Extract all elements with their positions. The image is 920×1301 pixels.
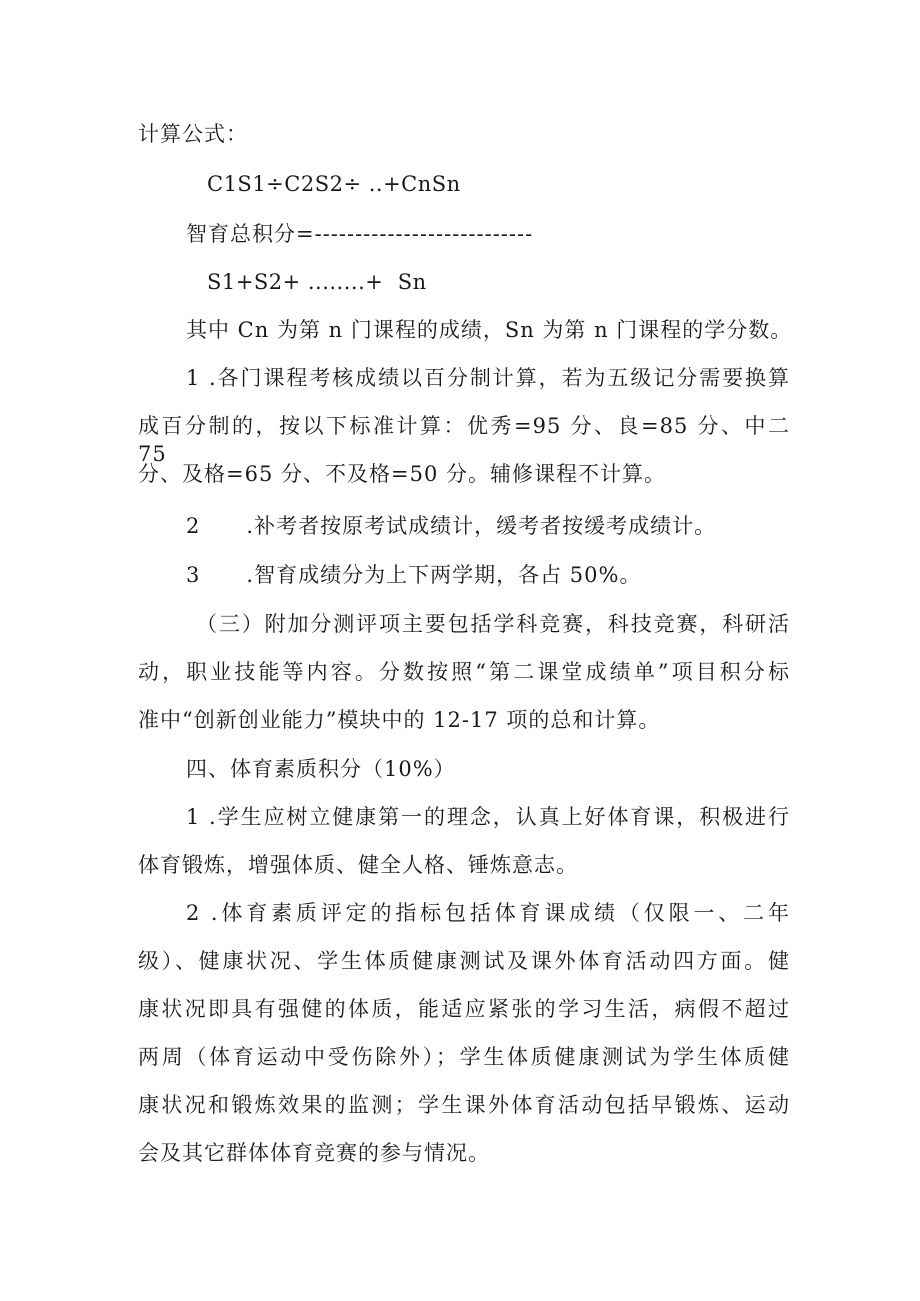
item1-line2: 成百分制的，按以下标准计算：优秀=95 分、良=85 分、中二 75: [138, 414, 790, 466]
pe-item1-line2: 体育锻炼，增强体质、健全人格、锤炼意志。: [138, 853, 578, 877]
pe-item2-line1: 2 .体育素质评定的指标包括体育课成绩（仅限一、二年: [186, 901, 790, 925]
section4-heading: 四、体育素质积分（10%）: [186, 757, 456, 781]
section3-line2: 动，职业技能等内容。分数按照“第二课堂成绩单”项目积分标: [138, 660, 790, 684]
item2: 2 .补考者按原考试成绩计，缓考者按缓考成绩计。: [186, 514, 717, 538]
item1-line3: 分、及格=65 分、不及格=50 分。辅修课程不计算。: [138, 462, 666, 486]
item3: 3 .智育成绩分为上下两学期，各占 50%。: [186, 563, 642, 587]
pe-item2-line5: 康状况和锻炼效果的监测；学生课外体育活动包括早锻炼、运动: [138, 1093, 790, 1117]
item1-line1: 1 .各门课程考核成绩以百分制计算，若为五级记分需要换算: [186, 366, 790, 390]
formula-denominator: S1+S2+ ........+ Sn: [207, 270, 427, 294]
formula-label: 计算公式：: [138, 122, 248, 146]
pe-item2-line3: 康状况即具有强健的体质，能适应紧张的学习生活，病假不超过: [138, 997, 790, 1021]
formula-numerator: C1S1÷C2S2÷ ..+CnSn: [207, 172, 461, 196]
formula-line: 智育总积分=---------------------------: [186, 222, 534, 246]
where-note: 其中 Cn 为第 n 门课程的成绩，Sn 为第 n 门课程的学分数。: [186, 318, 793, 342]
pe-item2-line6: 会及其它群体体育竞赛的参与情况。: [138, 1141, 490, 1165]
pe-item2-line2: 级）、健康状况、学生体质健康测试及课外体育活动四方面。健: [138, 949, 790, 973]
section3-line3: 准中“创新创业能力”模块中的 12-17 项的总和计算。: [138, 708, 661, 732]
section3-line1: （三）附加分测评项主要包括学科竞赛，科技竞赛，科研活: [196, 612, 790, 636]
pe-item2-line4: 两周（体育运动中受伤除外）；学生体质健康测试为学生体质健: [138, 1045, 790, 1069]
pe-item1-line1: 1 .学生应树立健康第一的理念，认真上好体育课，积极进行: [186, 805, 790, 829]
